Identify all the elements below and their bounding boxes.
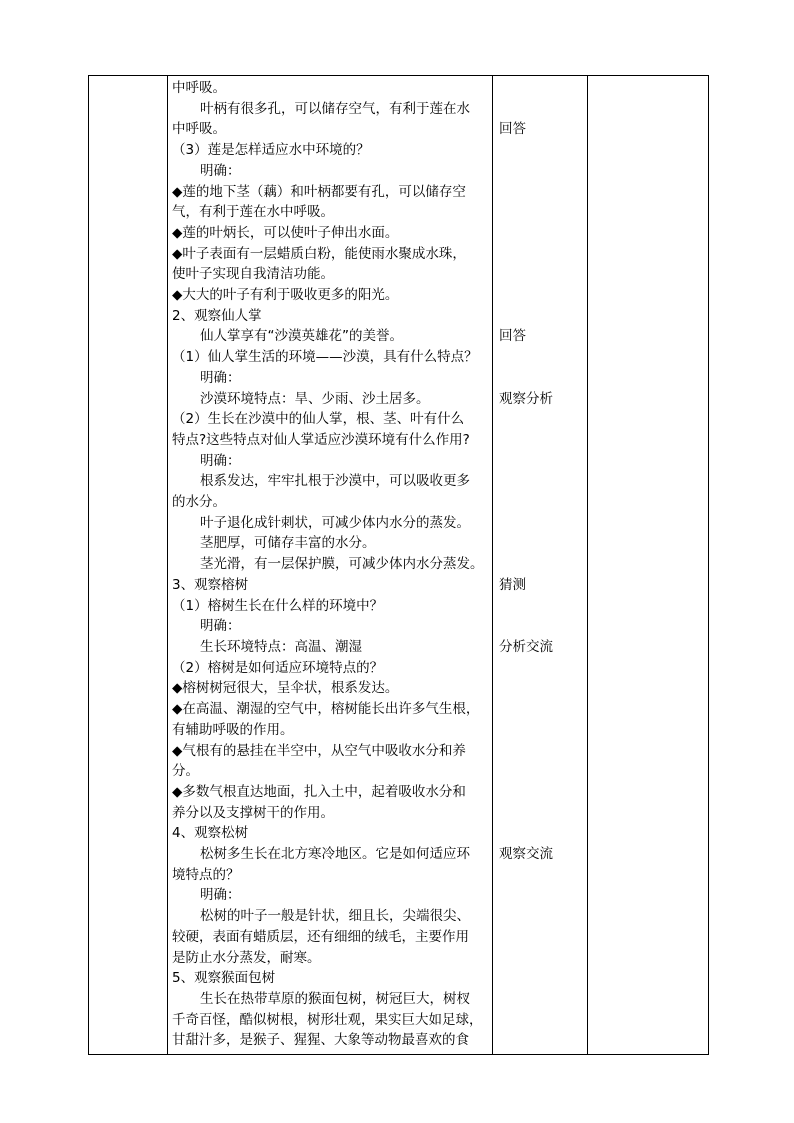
content-line: ◆大大的叶子有利于吸收更多的阳光。 xyxy=(172,287,399,304)
content-line: ◆榕树树冠很大，呈伞状，根系发达。 xyxy=(172,680,399,697)
content-line: 叶子退化成针刺状，可减少体内水分的蒸发。 xyxy=(200,514,470,531)
activity-label: 分析交流 xyxy=(499,638,553,655)
activity-label: 回答 xyxy=(499,121,526,138)
content-line: ◆莲的叶炳长，可以使叶子伸出水面。 xyxy=(172,224,399,241)
content-line: 生长在热带草原的猴面包树，树冠巨大，树杈 xyxy=(200,990,470,1007)
content-line: 较硬，表面有蜡质层，还有细细的绒毛，主要作用 xyxy=(172,928,469,945)
content-line: （2）生长在沙漠中的仙人掌，根、茎、叶有什么 xyxy=(172,411,465,428)
content-line: 境特点的？ xyxy=(172,866,240,883)
content-line: 分。 xyxy=(172,763,199,780)
activity-label: 观察分析 xyxy=(499,390,553,407)
content-line: 茎肥厚，可储存丰富的水分。 xyxy=(200,535,376,552)
content-line: 千奇百怪，酷似树根，树形壮观，果实巨大如足球， xyxy=(172,1011,483,1028)
content-line: （2）榕树是如何适应环境特点的？ xyxy=(172,659,384,676)
content-line: 特点?这些特点对仙人掌适应沙漠环境有什么作用? xyxy=(172,431,470,448)
student-activity-column xyxy=(493,76,588,1055)
content-line: 5、观察猴面包树 xyxy=(172,970,276,987)
content-line: （3）莲是怎样适应水中环境的？ xyxy=(172,142,370,159)
activity-label: 回答 xyxy=(499,328,526,345)
content-line: ◆叶子表面有一层蜡质白粉，能使雨水聚成水珠， xyxy=(172,245,466,262)
content-line: 气，有利于莲在水中呼吸。 xyxy=(172,204,334,221)
content-line: 松树多生长在北方寒冷地区。它是如何适应环 xyxy=(200,846,470,863)
content-line: 明确： xyxy=(200,887,241,904)
content-line: 有辅助呼吸的作用。 xyxy=(172,721,294,738)
content-line: ◆莲的地下茎（藕）和叶柄都要有孔，可以储存空 xyxy=(172,183,466,200)
content-line: ◆在高温、潮湿的空气中，榕树能长出许多气生根， xyxy=(172,701,480,718)
teacher-content-column xyxy=(168,76,493,1055)
content-line: 4、观察松树 xyxy=(172,825,249,842)
content-line: 生长环境特点：高温、潮湿 xyxy=(200,638,362,655)
content-line: 中呼吸。 xyxy=(172,121,226,138)
content-line: 茎光滑，有一层保护膜，可减少体内水分蒸发。 xyxy=(200,556,484,573)
content-line: 明确： xyxy=(200,162,241,179)
content-line: 明确： xyxy=(200,618,241,635)
content-line: 使叶子实现自我清洁功能。 xyxy=(172,266,334,283)
content-line: 仙人掌享有“沙漠英雄花”的美誉。 xyxy=(200,328,403,345)
blank-column-left xyxy=(89,76,168,1055)
content-line: 叶柄有很多孔，可以储存空气，有利于莲在水 xyxy=(200,100,470,117)
content-line: 中呼吸。 xyxy=(172,80,226,96)
content-line: ◆气根有的悬挂在半空中，从空气中吸收水分和养 xyxy=(172,742,466,759)
teaching-content xyxy=(168,76,492,1051)
content-line: 松树的叶子一般是针状，细且长，尖端很尖、 xyxy=(200,908,470,925)
content-line: 明确： xyxy=(200,369,241,386)
content-line: 沙漠环境特点：旱、少雨、沙土居多。 xyxy=(200,390,430,407)
content-line: 是防止水分蒸发，耐寒。 xyxy=(172,949,321,966)
blank-column-right xyxy=(588,76,709,1055)
content-line: （1）榕树生长在什么样的环境中？ xyxy=(172,597,384,614)
content-line: 甘甜汁多，是猴子、猩猩、大象等动物最喜欢的食 xyxy=(172,1032,469,1049)
content-line: 养分以及支撑树干的作用。 xyxy=(172,804,334,821)
lesson-table xyxy=(88,75,709,1055)
content-line: （1）仙人掌生活的环境——沙漠，具有什么特点？ xyxy=(172,349,478,366)
activity-label: 观察交流 xyxy=(499,845,553,862)
content-line: 的水分。 xyxy=(172,494,226,511)
content-line: ◆多数气根直达地面，扎入土中，起着吸收水分和 xyxy=(172,783,466,800)
activity-label: 猜测 xyxy=(499,576,526,593)
content-line: 3、观察榕树 xyxy=(172,576,249,593)
content-line: 2、观察仙人掌 xyxy=(172,307,262,324)
content-line: 明确： xyxy=(200,452,241,469)
content-line: 根系发达，牢牢扎根于沙漠中，可以吸收更多 xyxy=(200,473,470,490)
